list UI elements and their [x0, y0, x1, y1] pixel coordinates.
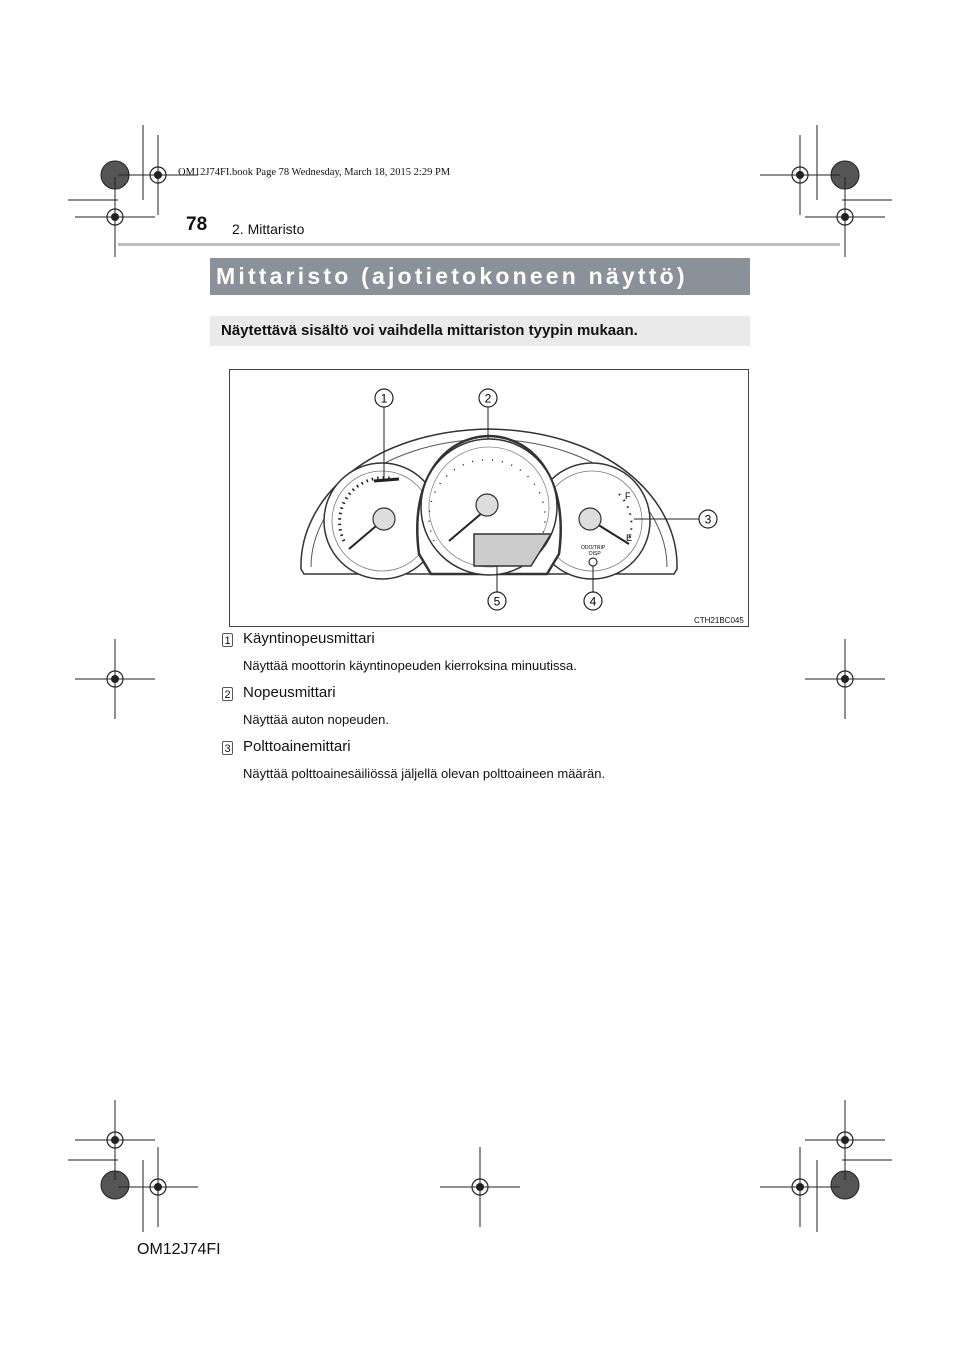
odo-trip-button — [589, 558, 597, 566]
fuel-empty-label: E — [626, 533, 633, 543]
header-rule — [118, 243, 840, 246]
figure-code: CTH21BC045 — [694, 616, 744, 625]
item-number: 2 — [222, 687, 233, 701]
callout-5: 5 — [493, 594, 501, 609]
footer-code: OM12J74FI — [137, 1241, 221, 1258]
cluster-illustration — [229, 369, 749, 627]
item-title: Polttoainemittari — [243, 738, 351, 755]
disp-label: DISP — [589, 551, 601, 557]
callout-3: 3 — [704, 512, 712, 527]
item-number: 1 — [222, 633, 233, 647]
item-description: Näyttää moottorin käyntinopeuden kierroksina minuutissa. — [243, 658, 577, 673]
book-info: OM12J74FI.book Page 78 Wednesday, March 18, 2015 2:29 PM — [178, 167, 451, 178]
callout-1: 1 — [380, 391, 388, 406]
item-description: Näyttää auton nopeuden. — [243, 712, 390, 727]
section-title: 2. Mittaristo — [232, 221, 305, 237]
item-description: Näyttää polttoainesäiliössä jäljellä olevan polttoaineen määrän. — [243, 766, 606, 781]
page-title: Mittaristo (ajotietokoneen näyttö) — [216, 263, 688, 289]
note-text: Näytettävä sisältö voi vaihdella mittariston tyypin mukaan. — [221, 322, 638, 339]
callout-4: 4 — [589, 594, 597, 609]
item-title: Nopeusmittari — [243, 684, 336, 701]
callout-2: 2 — [484, 391, 492, 406]
odo-trip-label: ODO/TRIP — [581, 545, 606, 551]
fuel-full-label: F — [625, 491, 631, 501]
page-number: 78 — [186, 214, 208, 235]
item-number: 3 — [222, 741, 233, 755]
item-title: Käyntinopeusmittari — [243, 630, 375, 647]
